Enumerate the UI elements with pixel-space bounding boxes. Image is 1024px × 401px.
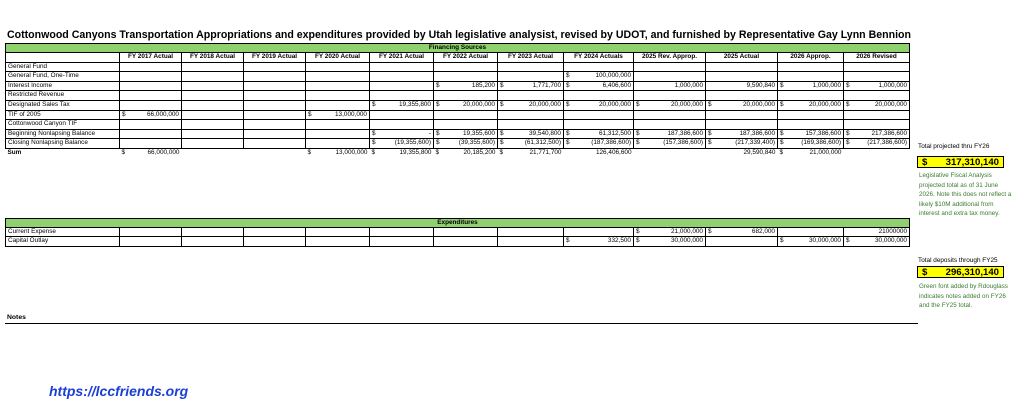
table-cell[interactable] xyxy=(244,100,306,110)
table-cell[interactable] xyxy=(370,120,434,130)
column-header: FY 2024 Actuals xyxy=(564,53,634,63)
currency-cell[interactable] xyxy=(120,148,182,157)
table-cell[interactable] xyxy=(498,91,564,101)
table-cell[interactable] xyxy=(706,62,778,72)
cell-amount: 682,000 xyxy=(751,227,775,235)
table-cell[interactable] xyxy=(182,91,244,101)
table-cell[interactable] xyxy=(706,120,778,130)
cell-amount: 13,000,000 xyxy=(335,110,367,118)
table-cell[interactable] xyxy=(244,120,306,130)
currency-cell[interactable] xyxy=(778,100,844,110)
currency-cell[interactable] xyxy=(844,129,910,139)
currency-cell[interactable] xyxy=(370,100,434,110)
column-header: 2025 Actual xyxy=(706,53,778,63)
table-cell[interactable] xyxy=(306,72,370,82)
cell-amount: - xyxy=(428,129,431,137)
total-projected-label: Total projected thru FY26 xyxy=(918,143,990,150)
page-title: Cottonwood Canyons Transportation Appropriations and expenditures provided by Utah legislative analysist, revised by UDOT, and furnished by Representative Gay Lynn Bennion xyxy=(7,29,911,41)
currency-sign: $ xyxy=(780,100,784,108)
currency-cell[interactable] xyxy=(844,237,910,247)
currency-cell[interactable] xyxy=(778,237,844,247)
column-header xyxy=(6,53,120,63)
table-cell[interactable] xyxy=(434,120,498,130)
currency-sign: $ xyxy=(500,139,504,147)
currency-sign: $ xyxy=(566,81,570,89)
currency-sign: $ xyxy=(780,129,784,137)
table-cell[interactable] xyxy=(120,72,182,82)
cell-amount: 21,771,700 xyxy=(529,148,562,156)
currency-cell[interactable] xyxy=(564,129,634,139)
row-label[interactable]: TIF of 2005 xyxy=(6,110,120,120)
table-cell[interactable] xyxy=(244,62,306,72)
currency-cell[interactable] xyxy=(434,81,498,91)
cell-amount: 21,000,000 xyxy=(671,227,703,235)
total-deposits-label: Total deposits through FY25 xyxy=(918,257,998,264)
spacer-row xyxy=(6,158,910,167)
table-cell[interactable] xyxy=(244,72,306,82)
currency-cell[interactable] xyxy=(564,237,634,247)
column-header: 2026 Approp. xyxy=(778,53,844,63)
currency-cell[interactable] xyxy=(434,148,498,157)
currency-sign: $ xyxy=(636,227,640,235)
currency-sign: $ xyxy=(780,237,784,245)
table-cell[interactable] xyxy=(778,91,844,101)
currency-cell[interactable] xyxy=(706,129,778,139)
currency-sign: $ xyxy=(371,148,376,156)
notes-label: Notes xyxy=(7,314,26,321)
currency-sign: $ xyxy=(636,100,640,108)
table-cell[interactable] xyxy=(434,237,498,247)
cell-amount: (217,386,600) xyxy=(867,139,907,147)
table-cell[interactable] xyxy=(182,148,244,157)
currency-sign: $ xyxy=(566,72,570,80)
table-row xyxy=(6,91,910,101)
table-cell[interactable] xyxy=(182,237,244,247)
green-font-note: Green font added by Rdouglass indicates notes added on FY26 and the FY25 total. xyxy=(919,283,1008,310)
table-cell[interactable] xyxy=(564,120,634,130)
currency-sign: $ xyxy=(922,156,928,168)
currency-sign: $ xyxy=(708,227,712,235)
cell-amount: 157,386,600 xyxy=(805,129,841,137)
sum-label: Sum xyxy=(7,148,22,156)
table-cell[interactable] xyxy=(434,91,498,101)
currency-cell[interactable] xyxy=(634,227,706,237)
expenditures-header: Expenditures xyxy=(6,218,910,227)
table-cell[interactable]: 9,590,840 xyxy=(706,81,778,91)
table-cell[interactable] xyxy=(370,81,434,91)
table-cell[interactable] xyxy=(634,120,706,130)
total-deposits-box xyxy=(917,266,1004,278)
currency-sign: $ xyxy=(636,237,640,245)
currency-cell[interactable] xyxy=(634,237,706,247)
table-cell[interactable] xyxy=(182,62,244,72)
column-header: 2026 Revised xyxy=(844,53,910,63)
table-row xyxy=(6,139,910,149)
currency-cell[interactable] xyxy=(306,148,370,157)
cell-amount: (39,355,600) xyxy=(458,139,495,147)
table-cell[interactable] xyxy=(306,129,370,139)
currency-sign: $ xyxy=(121,148,126,156)
table-cell[interactable] xyxy=(370,237,434,247)
table-cell[interactable] xyxy=(370,62,434,72)
table-cell[interactable] xyxy=(120,120,182,130)
table-cell[interactable] xyxy=(182,227,244,237)
cell-amount: 19,355,800 xyxy=(399,148,432,156)
row-label[interactable]: Designated Sales Tax xyxy=(6,100,120,110)
currency-cell[interactable] xyxy=(434,139,498,149)
table-cell[interactable] xyxy=(634,62,706,72)
table-cell[interactable] xyxy=(706,91,778,101)
table-cell[interactable] xyxy=(498,120,564,130)
currency-sign: $ xyxy=(708,100,712,108)
column-header: 2025 Rev. Approp. xyxy=(634,53,706,63)
table-cell[interactable] xyxy=(182,72,244,82)
table-cell[interactable] xyxy=(498,72,564,82)
cell-amount: 13,000,000 xyxy=(335,148,368,156)
table-cell[interactable] xyxy=(564,110,634,120)
currency-cell[interactable] xyxy=(634,139,706,149)
spacer-row xyxy=(6,201,910,210)
cell-amount: 20,000,000 xyxy=(529,100,561,108)
table-cell[interactable] xyxy=(706,110,778,120)
cell-amount: (169,386,600) xyxy=(801,139,841,147)
table-cell[interactable] xyxy=(244,148,306,157)
total-projected-value: 317,310,140 xyxy=(945,156,999,168)
table-cell[interactable] xyxy=(306,100,370,110)
currency-sign: $ xyxy=(436,129,440,137)
currency-sign: $ xyxy=(846,139,850,147)
table-cell[interactable] xyxy=(844,148,910,157)
table-cell[interactable] xyxy=(370,110,434,120)
spacer-row xyxy=(6,209,910,218)
currency-cell[interactable] xyxy=(498,148,564,157)
table-cell[interactable] xyxy=(306,62,370,72)
table-cell[interactable] xyxy=(434,227,498,237)
spacer-row xyxy=(6,183,910,192)
cell-amount: 19,355,600 xyxy=(463,129,495,137)
table-row xyxy=(6,62,910,72)
table-cell[interactable] xyxy=(844,120,910,130)
table-cell[interactable] xyxy=(844,72,910,82)
cell-amount: 20,000,000 xyxy=(875,100,907,108)
table-cell[interactable] xyxy=(120,91,182,101)
table-cell[interactable] xyxy=(634,148,706,157)
currency-cell[interactable] xyxy=(844,139,910,149)
currency-cell[interactable] xyxy=(778,129,844,139)
currency-cell[interactable] xyxy=(564,139,634,149)
table-cell[interactable] xyxy=(564,62,634,72)
currency-sign: $ xyxy=(500,129,504,137)
table-cell[interactable] xyxy=(120,237,182,247)
table-row xyxy=(6,81,910,91)
cell-amount: 1,771,700 xyxy=(532,81,561,89)
table-cell[interactable] xyxy=(370,227,434,237)
row-label[interactable]: Interest Income xyxy=(6,81,120,91)
currency-cell[interactable] xyxy=(634,100,706,110)
currency-cell[interactable] xyxy=(498,129,564,139)
table-cell[interactable] xyxy=(370,91,434,101)
table-cell[interactable] xyxy=(564,91,634,101)
table-cell[interactable] xyxy=(120,129,182,139)
cell-amount: 30,000,000 xyxy=(875,237,907,245)
row-label[interactable]: Capital Outlay xyxy=(6,237,120,247)
currency-cell[interactable] xyxy=(778,81,844,91)
currency-cell[interactable] xyxy=(634,129,706,139)
table-cell[interactable] xyxy=(306,227,370,237)
cell-amount: (19,355,600) xyxy=(394,139,431,147)
sum-row xyxy=(6,148,910,157)
table-cell[interactable] xyxy=(244,110,306,120)
currency-cell[interactable] xyxy=(498,139,564,149)
currency-sign: $ xyxy=(846,81,850,89)
currency-sign: $ xyxy=(500,100,504,108)
table-cell[interactable] xyxy=(244,129,306,139)
cell-amount: 20,000,000 xyxy=(743,100,775,108)
currency-cell[interactable] xyxy=(370,148,434,157)
spacer-row xyxy=(6,166,910,175)
table-cell[interactable] xyxy=(120,62,182,72)
table-cell[interactable]: 21000000 xyxy=(844,227,910,237)
currency-sign: $ xyxy=(708,129,712,137)
cell-amount: 66,000,000 xyxy=(147,148,180,156)
table-row xyxy=(6,72,910,82)
currency-cell[interactable] xyxy=(844,100,910,110)
currency-cell[interactable] xyxy=(434,100,498,110)
table-cell[interactable] xyxy=(244,227,306,237)
table-cell[interactable] xyxy=(306,81,370,91)
total-projected-box xyxy=(917,156,1004,168)
table-cell[interactable] xyxy=(244,139,306,149)
table-cell[interactable] xyxy=(778,110,844,120)
currency-cell[interactable] xyxy=(706,100,778,110)
cell-amount: 20,000,000 xyxy=(599,100,631,108)
cell-amount: (217,339,400) xyxy=(735,139,775,147)
table-cell[interactable]: 126,406,600 xyxy=(595,148,632,156)
row-label[interactable]: Cottonwood Canyon TIF xyxy=(6,120,120,130)
spacer-row xyxy=(6,192,910,201)
currency-sign: $ xyxy=(566,237,570,245)
table-row xyxy=(6,110,910,120)
table-cell[interactable] xyxy=(306,120,370,130)
table-cell[interactable] xyxy=(120,227,182,237)
table-cell[interactable] xyxy=(370,72,434,82)
currency-sign: $ xyxy=(846,237,850,245)
currency-cell[interactable] xyxy=(844,81,910,91)
table-cell[interactable] xyxy=(434,62,498,72)
table-cell[interactable] xyxy=(706,72,778,82)
column-header: FY 2021 Actual xyxy=(370,53,434,63)
table-cell[interactable] xyxy=(182,120,244,130)
currency-cell[interactable] xyxy=(120,110,182,120)
table-cell[interactable] xyxy=(778,72,844,82)
table-cell[interactable] xyxy=(706,237,778,247)
currency-sign: $ xyxy=(708,139,712,147)
table-cell[interactable] xyxy=(634,72,706,82)
table-cell[interactable] xyxy=(844,62,910,72)
cell-amount: 61,312,500 xyxy=(599,129,631,137)
column-header: FY 2018 Actual xyxy=(182,53,244,63)
table-cell[interactable] xyxy=(634,110,706,120)
table-row xyxy=(6,129,910,139)
table-cell[interactable] xyxy=(244,81,306,91)
table-cell[interactable] xyxy=(306,139,370,149)
currency-sign: $ xyxy=(122,110,126,118)
currency-sign: $ xyxy=(566,129,570,137)
currency-sign: $ xyxy=(922,266,928,278)
currency-cell[interactable] xyxy=(370,139,434,149)
currency-sign: $ xyxy=(566,100,570,108)
table-cell[interactable] xyxy=(498,62,564,72)
table-cell[interactable] xyxy=(244,237,306,247)
currency-sign: $ xyxy=(500,81,504,89)
currency-cell[interactable] xyxy=(564,72,634,82)
cell-amount: 187,386,600 xyxy=(667,129,703,137)
table-cell[interactable] xyxy=(634,91,706,101)
currency-sign: $ xyxy=(499,148,504,156)
financing-table xyxy=(5,43,910,247)
table-cell[interactable] xyxy=(182,81,244,91)
notes-divider xyxy=(5,323,918,324)
row-label[interactable]: General Fund xyxy=(6,62,120,72)
table-row xyxy=(6,227,910,237)
row-label[interactable]: Beginning Nonlapsing Balance xyxy=(6,129,120,139)
cell-amount: 187,386,600 xyxy=(739,129,775,137)
row-label[interactable]: Closing Nonlapsing Balance xyxy=(6,139,120,149)
table-cell[interactable] xyxy=(120,81,182,91)
currency-sign: $ xyxy=(566,139,570,147)
table-cell[interactable] xyxy=(182,139,244,149)
table-cell[interactable] xyxy=(182,110,244,120)
table-cell[interactable] xyxy=(434,72,498,82)
table-cell[interactable] xyxy=(498,237,564,247)
currency-sign: $ xyxy=(372,100,376,108)
currency-sign: $ xyxy=(780,81,784,89)
table-row xyxy=(6,120,910,130)
spreadsheet xyxy=(5,43,910,247)
cell-amount: (157,386,600) xyxy=(663,139,703,147)
table-cell[interactable] xyxy=(244,91,306,101)
projected-note: Legislative Fiscal Analysis projected total as of 31 June 2026. Note this does not reflect a likely $10M additional from interest and extra tax money. xyxy=(919,172,1012,218)
currency-sign: $ xyxy=(372,139,376,147)
spacer-row xyxy=(6,175,910,184)
table-cell[interactable] xyxy=(306,91,370,101)
cell-amount: 30,000,000 xyxy=(671,237,703,245)
table-cell[interactable] xyxy=(182,129,244,139)
cell-amount: 332,500 xyxy=(607,237,631,245)
cell-amount: 30,000,000 xyxy=(809,237,841,245)
financing-sources-header: Financing Sources xyxy=(6,44,910,53)
cell-amount: 1,000,000 xyxy=(878,81,907,89)
cell-amount: 20,185,200 xyxy=(463,148,496,156)
currency-cell[interactable] xyxy=(778,139,844,149)
column-header: FY 2017 Actual xyxy=(120,53,182,63)
table-cell[interactable] xyxy=(844,110,910,120)
cell-amount: 20,000,000 xyxy=(671,100,703,108)
cell-amount: (187,386,600) xyxy=(591,139,631,147)
cell-amount: 1,000,000 xyxy=(812,81,841,89)
table-cell[interactable] xyxy=(120,100,182,110)
column-header: FY 2020 Actual xyxy=(306,53,370,63)
currency-cell[interactable] xyxy=(498,100,564,110)
table-cell[interactable] xyxy=(182,100,244,110)
currency-sign: $ xyxy=(436,100,440,108)
cell-amount: 19,355,800 xyxy=(399,100,431,108)
currency-cell[interactable] xyxy=(706,227,778,237)
cell-amount: 6,406,600 xyxy=(602,81,631,89)
cell-amount: 217,386,600 xyxy=(871,129,907,137)
table-cell[interactable] xyxy=(306,237,370,247)
currency-sign: $ xyxy=(779,148,784,156)
cell-amount: 20,000,000 xyxy=(809,100,841,108)
currency-cell[interactable] xyxy=(706,139,778,149)
website-link[interactable]: https://lccfriends.org xyxy=(49,383,189,399)
currency-sign: $ xyxy=(307,148,312,156)
table-cell[interactable] xyxy=(434,110,498,120)
cell-amount: 20,000,000 xyxy=(463,100,495,108)
currency-cell[interactable] xyxy=(306,110,370,120)
table-cell[interactable] xyxy=(120,139,182,149)
row-label[interactable]: General Fund, One-Time xyxy=(6,72,120,82)
currency-sign: $ xyxy=(846,100,850,108)
table-row xyxy=(6,237,910,247)
column-header: FY 2019 Actual xyxy=(244,53,306,63)
table-cell[interactable] xyxy=(844,91,910,101)
table-cell[interactable] xyxy=(778,62,844,72)
currency-sign: $ xyxy=(846,129,850,137)
currency-cell[interactable] xyxy=(564,81,634,91)
currency-sign: $ xyxy=(436,81,440,89)
cell-amount: 39,540,800 xyxy=(529,129,561,137)
row-label[interactable]: Restricted Revenue xyxy=(6,91,120,101)
cell-amount: 66,000,000 xyxy=(147,110,179,118)
currency-cell[interactable] xyxy=(778,148,844,157)
currency-sign: $ xyxy=(636,139,640,147)
table-cell[interactable]: 1,000,000 xyxy=(634,81,706,91)
cell-amount: 21,000,000 xyxy=(809,148,842,156)
currency-sign: $ xyxy=(372,129,376,137)
table-cell[interactable]: 29,590,840 xyxy=(743,148,776,156)
table-cell[interactable] xyxy=(778,120,844,130)
table-cell[interactable] xyxy=(778,227,844,237)
table-cell[interactable] xyxy=(498,110,564,120)
column-header: FY 2022 Actual xyxy=(434,53,498,63)
currency-sign: $ xyxy=(435,148,440,156)
currency-sign: $ xyxy=(780,139,784,147)
table-row xyxy=(6,100,910,110)
table-cell[interactable] xyxy=(498,227,564,237)
currency-sign: $ xyxy=(436,139,440,147)
currency-cell[interactable] xyxy=(498,81,564,91)
currency-sign: $ xyxy=(636,129,640,137)
table-cell[interactable] xyxy=(564,227,634,237)
column-header: FY 2023 Actual xyxy=(498,53,564,63)
row-label[interactable]: Current Expense xyxy=(6,227,120,237)
cell-amount: 185,200 xyxy=(471,81,495,89)
currency-sign: $ xyxy=(308,110,312,118)
currency-cell[interactable] xyxy=(564,100,634,110)
cell-amount: 100,000,000 xyxy=(595,72,631,80)
currency-cell[interactable] xyxy=(370,129,434,139)
currency-cell[interactable] xyxy=(434,129,498,139)
cell-amount: (61,312,500) xyxy=(524,139,561,147)
total-deposits-value: 296,310,140 xyxy=(945,266,999,278)
